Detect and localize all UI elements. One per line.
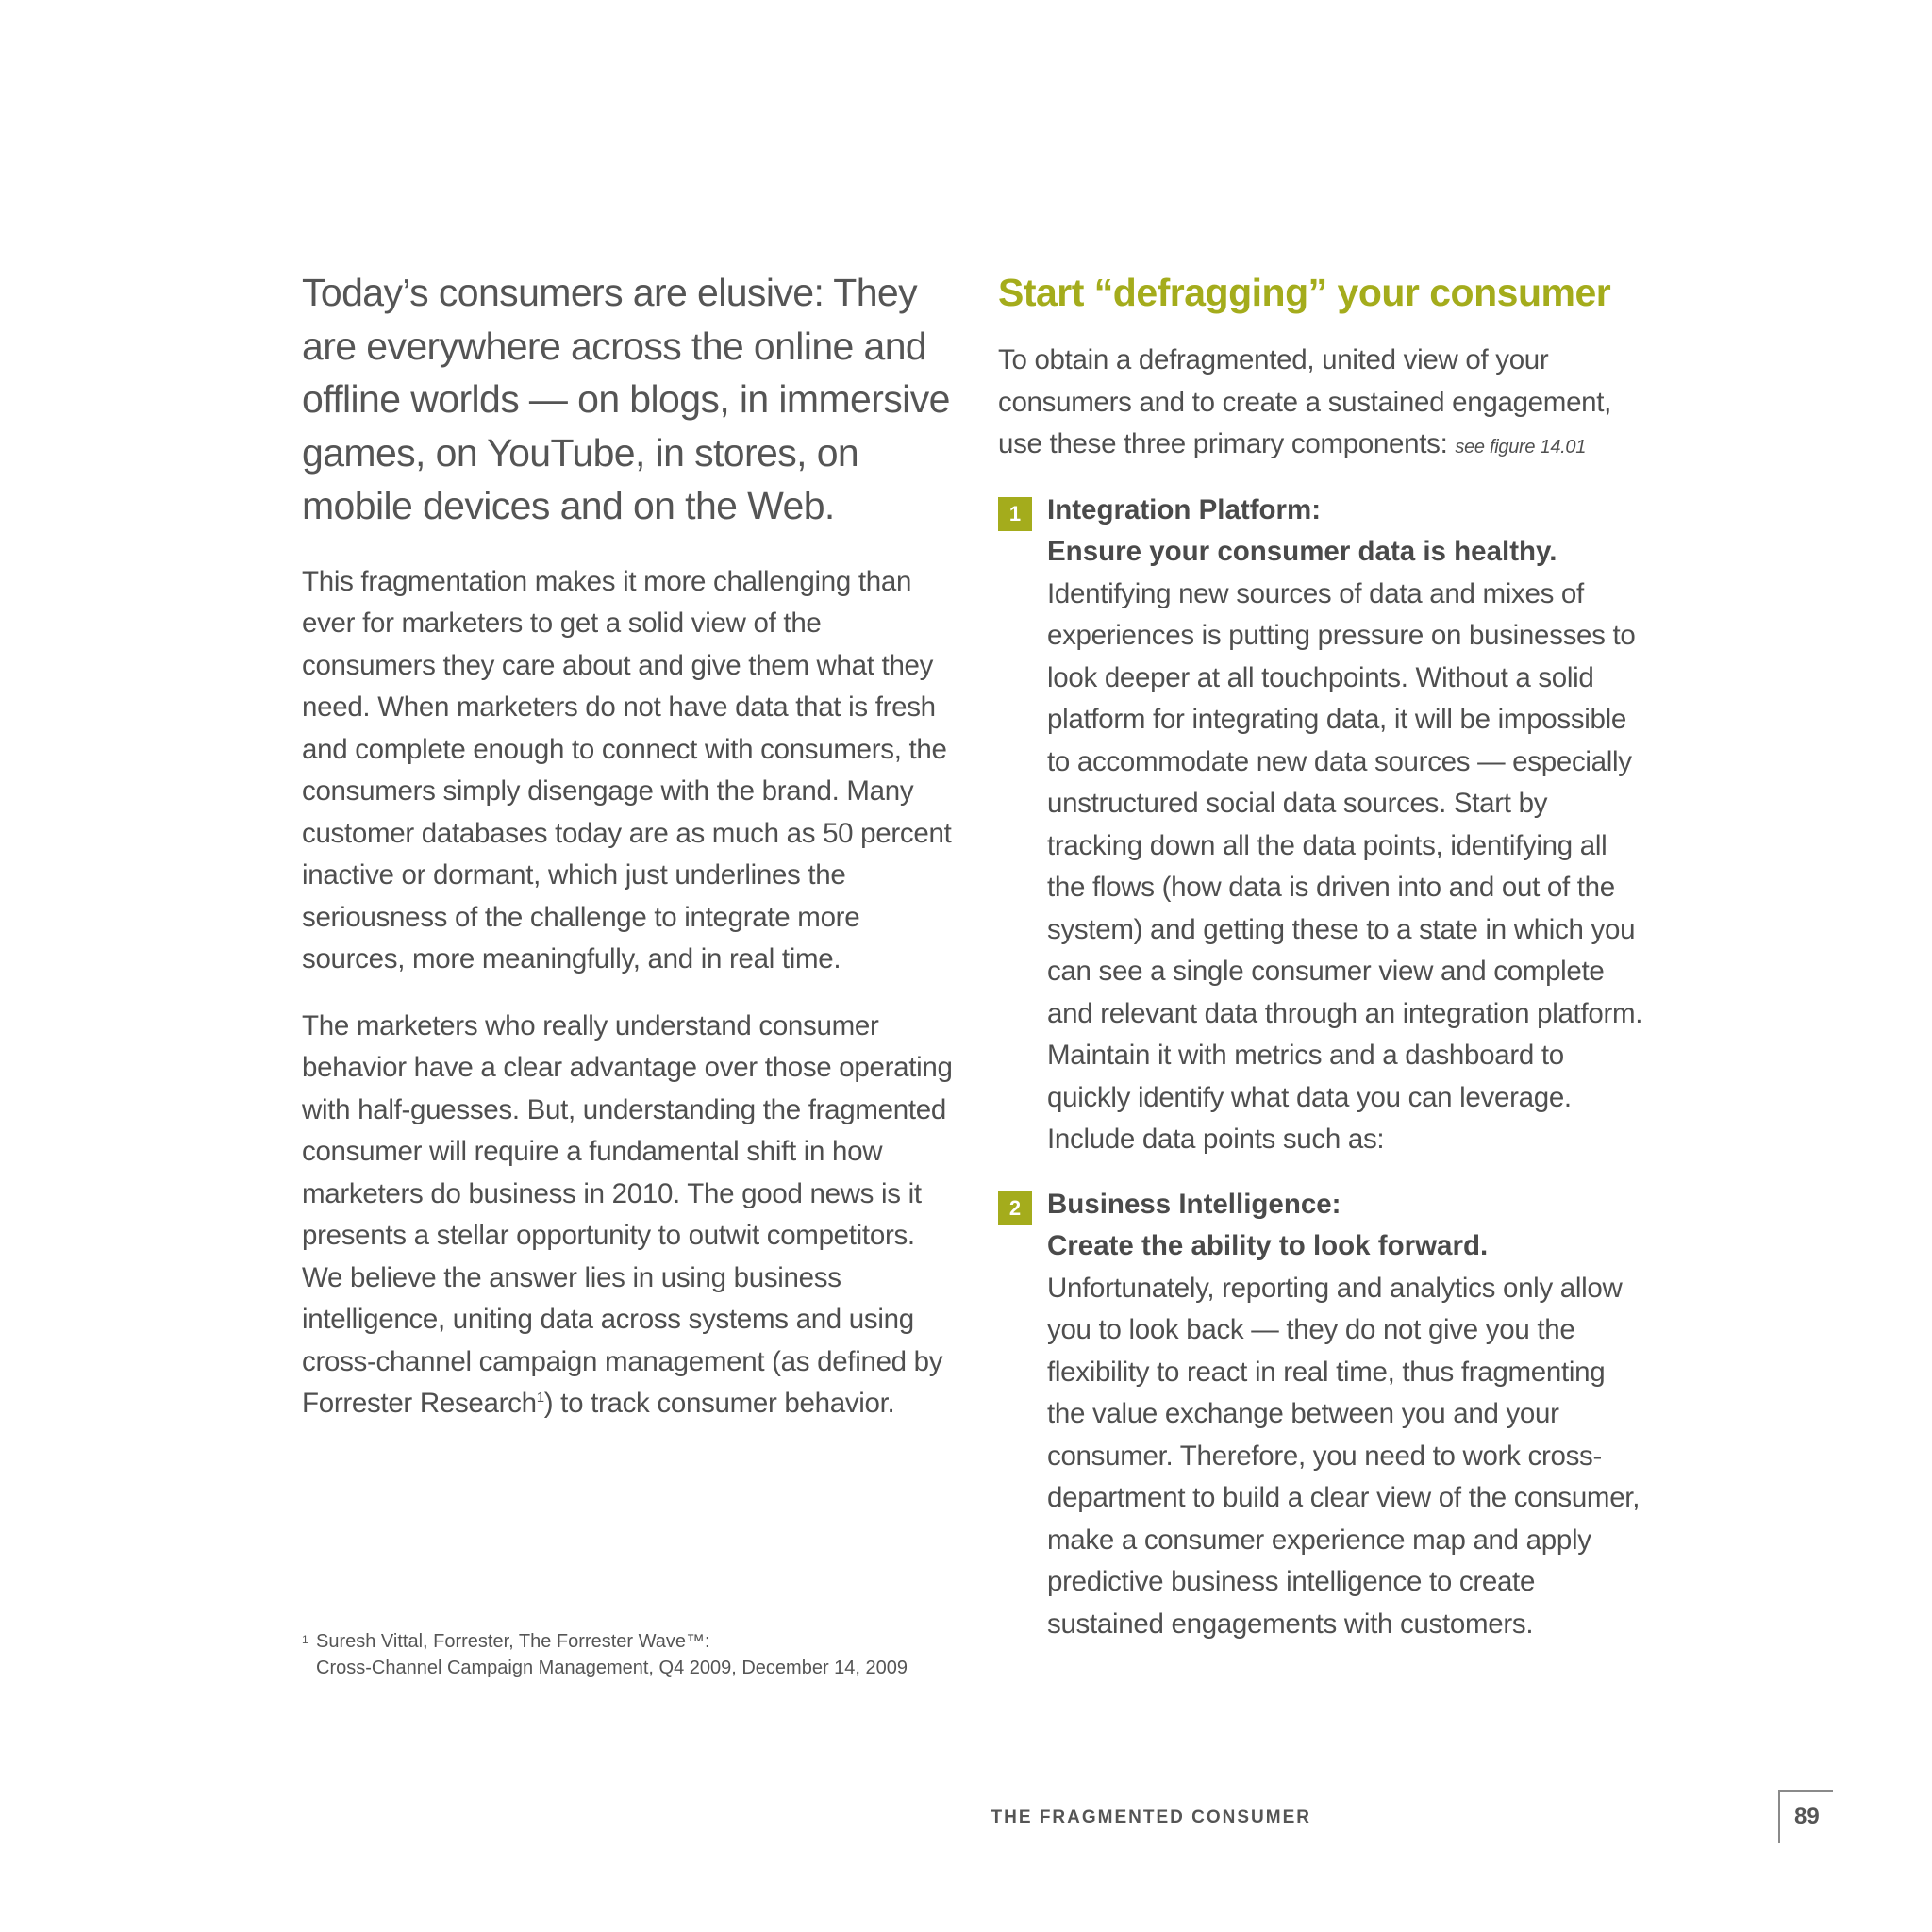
footnote-line-2: Cross-Channel Campaign Management, Q4 2009, December 14, 2009 [316, 1657, 908, 1678]
number-badge: 1 [998, 497, 1032, 531]
intro-paragraph [998, 340, 1649, 469]
item-subtitle: Create the ability to look forward. [1047, 1230, 1489, 1261]
component-item-1 [998, 490, 1649, 1161]
item-subtitle: Ensure your consumer data is healthy. [1047, 536, 1557, 567]
body-paragraph-1: This fragmentation makes it more challenging than ever for marketers to get a solid view of the consumers they care about and give them what they need. When marketers do not have data that is fresh and complete enough to connect with consumers, the consumers simply disengage with the brand. Many customer databases today are as much as 50 percent inactive or dormant, which just underlines the seriousness of the challenge to integrate more sources, more meaningfully, and in real time. [302, 565, 952, 974]
running-footer-title: THE FRAGMENTED CONSUMER [991, 1807, 1311, 1827]
item-text: Unfortunately, reporting and analytics only allow you to look back — they do not give you the flexibility to react in real time, thus fragmenting the value exchange between you and your consumer. Therefore, you need to work cross-department to build a clear view of the consumer, make a consumer experience map and apply predictive business intelligence to create sustained engagements with customers. [1047, 1272, 1641, 1640]
body-paragraph-2-text: The marketers who really understand consumer behavior have a clear advantage over those operating with half-guesses. But, understanding the fragmented consumer will require a fundamental shift in how marketers do business in 2010. The good news is it presents a stellar opportunity to outwit competitors. We believe the answer lies in using business intelligence, uniting data across systems and using cross-channel campaign management (as defined by Forrester Research [302, 1009, 953, 1419]
body-paragraph-2-end: ) to track consumer behavior. [543, 1388, 895, 1419]
folio-divider [1778, 1790, 1780, 1843]
lead-paragraph: Today’s consumers are elusive: They are everywhere across the online and offline worlds — on blogs, in immersive games, on YouTube, in stores, on mobile devices and on the Web. [302, 271, 950, 527]
component-item-2 [998, 1184, 1649, 1646]
figure-reference: see figure 14.01 [1455, 437, 1587, 458]
intro-text: To obtain a defragmented, united view of your consumers and to create a sustained engagement, use these three primary components: [998, 344, 1612, 459]
footnote-reference: 1 [536, 1390, 544, 1407]
right-column [998, 266, 1649, 1668]
number-badge: 2 [998, 1191, 1032, 1225]
item-text: Identifying new sources of data and mixes of experiences is putting pressure on businesses to look deeper at all touchpoints. Without a solid platform for integrating data, it will be impossible to accommodate new data sources — especially unstructured social data sources. Start by tracking down all the data points, identifying all the flows (how data is driven into and out of the system) and getting these to a state in which you can see a single consumer view and complete and relevant data through an integration platform. Maintain it with metrics and a dashboard to quickly identify what data you can leverage. Include data points such as: [1047, 577, 1643, 1155]
item-title: Integration Platform: [1047, 493, 1322, 525]
left-column [302, 266, 953, 1450]
folio-rule [1778, 1790, 1833, 1792]
section-heading: Start “defragging” your consumer [998, 271, 1611, 314]
footnote-line-1: Suresh Vittal, Forrester, The Forrester Wave™: [316, 1631, 710, 1652]
footnote-mark: 1 [302, 1633, 308, 1646]
item-title: Business Intelligence: [1047, 1188, 1341, 1220]
page-number: 89 [1794, 1804, 1820, 1829]
body-paragraph-2 [302, 1006, 953, 1425]
footnote [302, 1628, 981, 1681]
